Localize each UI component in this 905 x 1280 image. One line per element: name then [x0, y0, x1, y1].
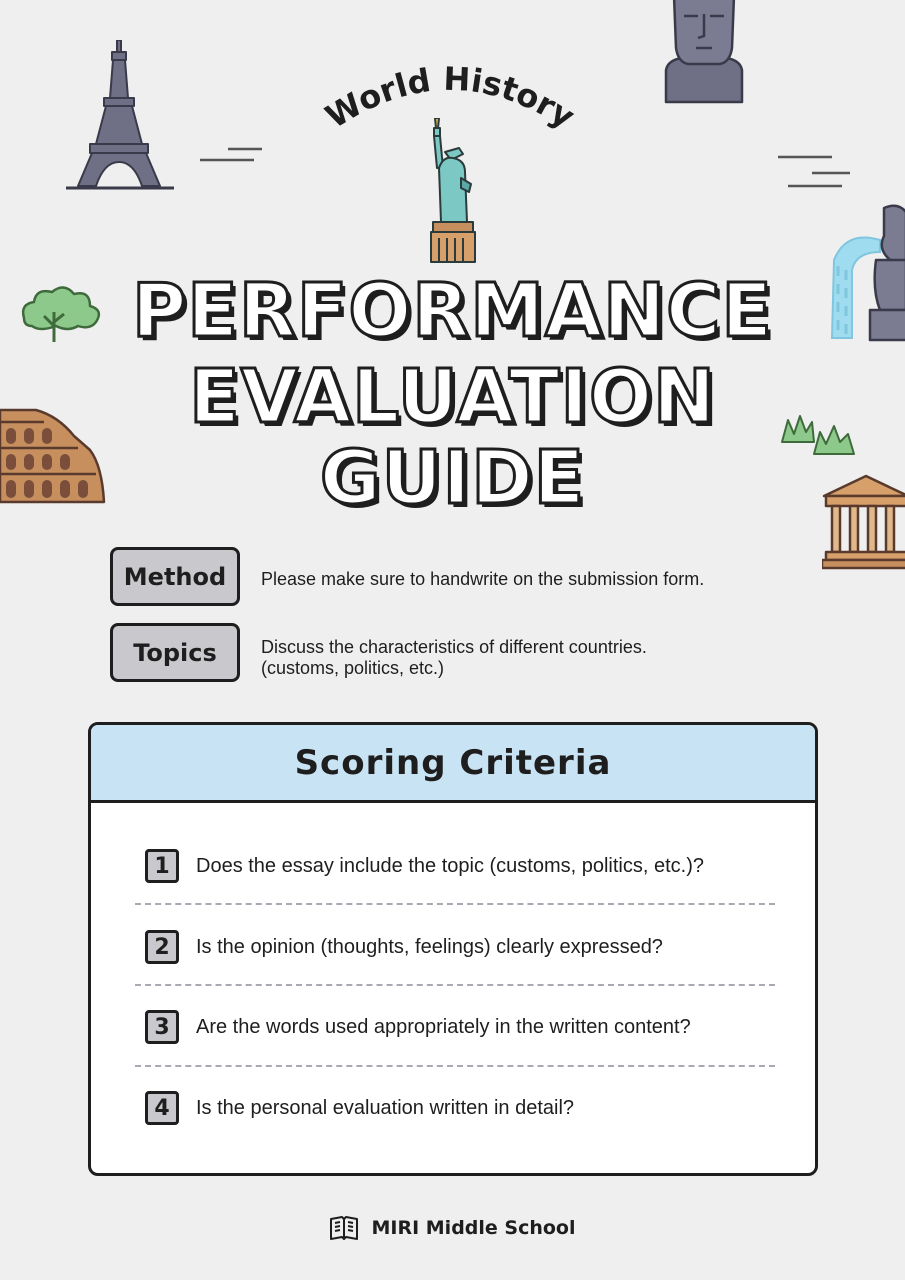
criteria-item — [143, 1010, 773, 1050]
method-text-line: Please make sure to handwrite on the submission form. — [261, 569, 705, 589]
criteria-item — [143, 849, 773, 889]
footer — [0, 1213, 905, 1243]
criteria-text: Is the personal evaluation written in detail? — [196, 1097, 575, 1119]
topics-tag: Topics — [110, 623, 240, 682]
divider — [135, 903, 775, 905]
scoring-criteria-card — [88, 722, 818, 1176]
topics-text-line-1: Discuss the characteristics of different countries. — [261, 637, 647, 657]
motion-lines-icon — [776, 152, 856, 192]
criteria-number: 3 — [145, 1010, 179, 1044]
criteria-number: 1 — [145, 849, 179, 883]
criteria-text: Does the essay include the topic (customs, politics, etc.)? — [196, 855, 705, 877]
svg-text:World History: World History — [318, 59, 582, 136]
criteria-item — [143, 930, 773, 970]
criteria-item — [143, 1091, 773, 1131]
criteria-number: 4 — [145, 1091, 179, 1125]
motion-lines-icon — [198, 145, 268, 165]
school-name: MIRI Middle School — [371, 1217, 576, 1239]
divider — [135, 1065, 775, 1067]
book-icon — [329, 1213, 359, 1243]
criteria-text: Are the words used appropriately in the written content? — [196, 1016, 691, 1038]
criteria-text: Is the opinion (thoughts, feelings) clearly expressed? — [196, 936, 663, 958]
moai-statue-icon — [662, 0, 746, 104]
method-tag: Method — [110, 547, 240, 606]
topics-text-line-2: (customs, politics, etc.) — [261, 658, 445, 678]
divider — [135, 984, 775, 986]
topics-text — [261, 637, 647, 679]
title-line-2: EVALUATION — [189, 354, 716, 440]
scoring-criteria-heading: Scoring Criteria — [91, 725, 815, 803]
criteria-number: 2 — [145, 930, 179, 964]
method-text — [261, 569, 704, 590]
title-line-3: GUIDE — [319, 435, 586, 521]
eiffel-tower-icon — [62, 40, 177, 192]
title-line-1: PERFORMANCE — [132, 268, 773, 354]
statue-of-liberty-icon — [425, 118, 481, 264]
